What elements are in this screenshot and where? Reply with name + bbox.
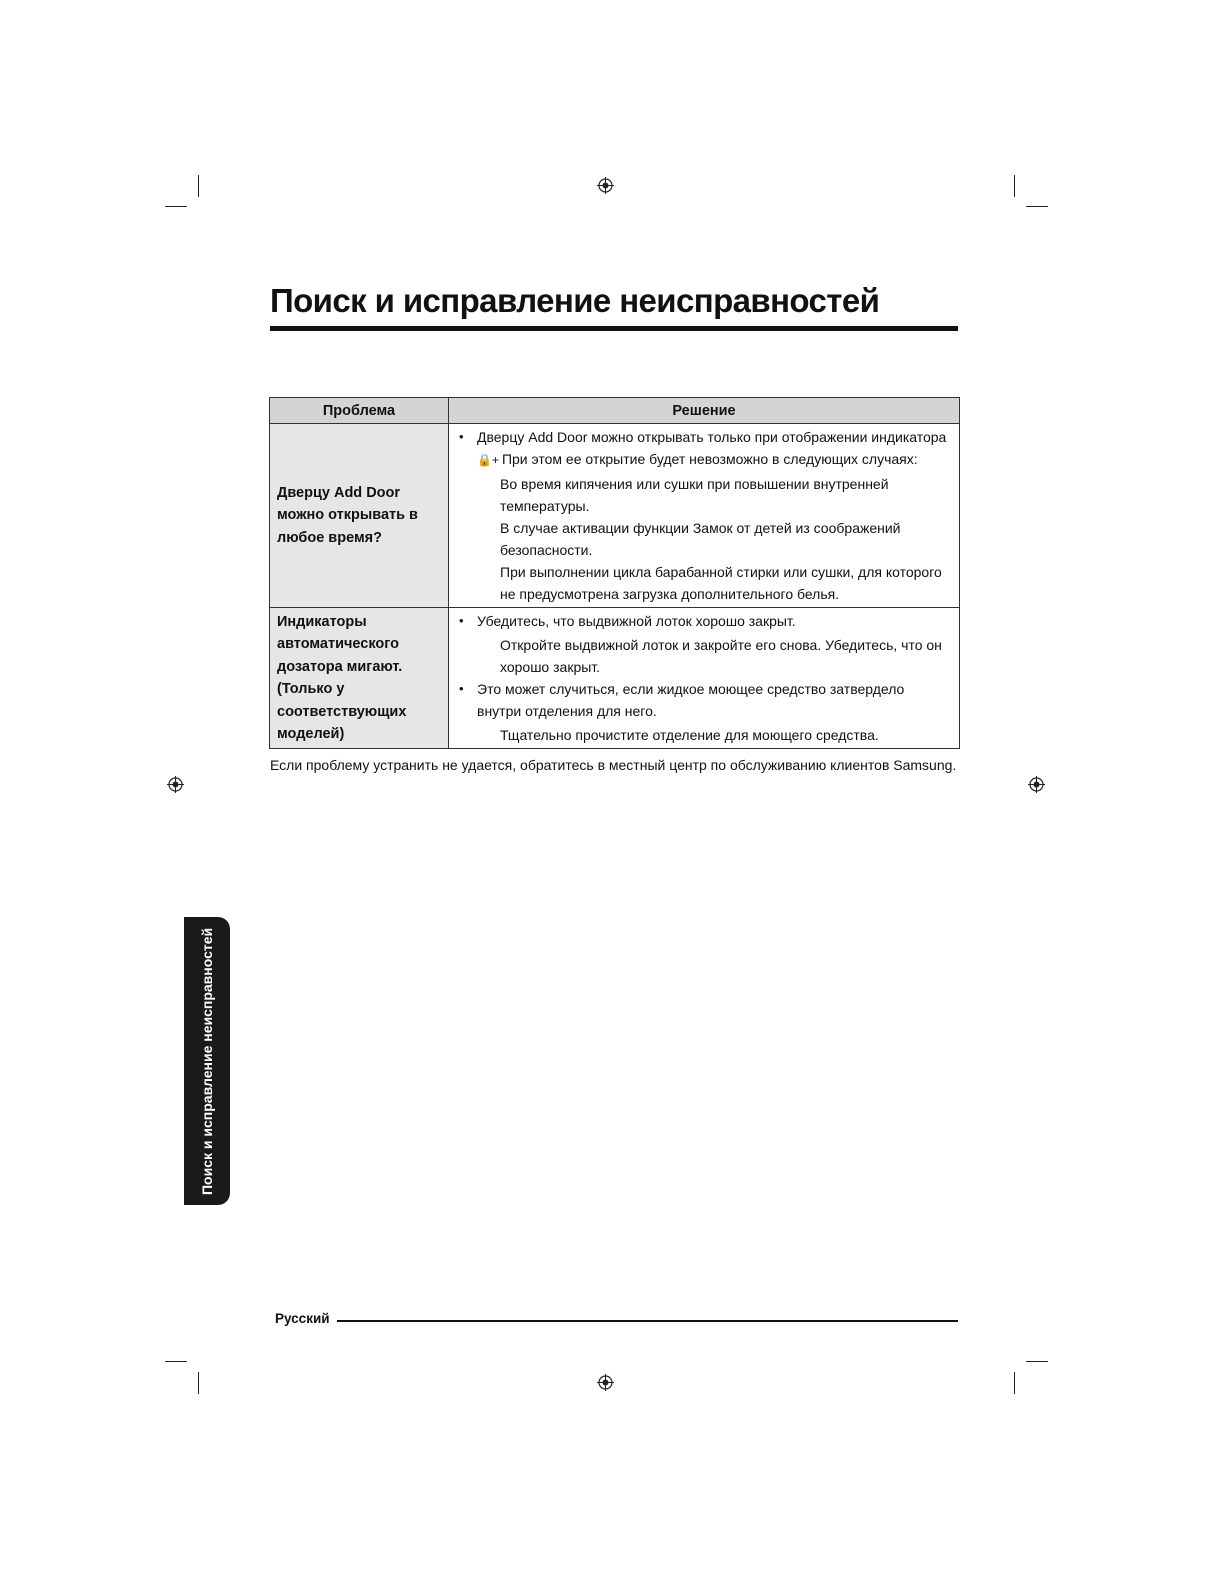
lock-icon: 🔒+ (477, 453, 499, 467)
solution-subitem: При выполнении цикла барабанной стирки или сушки, для которого не предусмотрена загрузка дополнительного белья. (500, 564, 942, 602)
registration-mark-icon (167, 776, 184, 793)
registration-mark-icon (597, 177, 614, 194)
table-header-row (270, 398, 960, 424)
service-note: Если проблему устранить не удается, обратитесь в местный центр по обслуживанию клиентов Samsung. (270, 757, 957, 773)
crop-mark (1026, 1361, 1048, 1362)
solution-subitem: В случае активации функции Замок от детей из соображений безопасности. (500, 520, 901, 558)
crop-mark (165, 1361, 187, 1362)
title-underline (270, 326, 958, 331)
problem-cell: Индикаторы автоматического дозатора мигают. (Только у соответствующих моделей) (270, 608, 449, 749)
problem-cell: Дверцу Add Door можно открывать в любое время? (270, 424, 449, 608)
solution-cell (449, 424, 960, 608)
section-side-tab (184, 917, 230, 1205)
solution-subitem: Тщательно прочистите отделение для моющего средства. (500, 727, 879, 743)
page-title: Поиск и исправление неисправностей (270, 282, 880, 319)
solution-cell (449, 608, 960, 749)
section-side-tab-label: Поиск и исправление неисправностей (199, 927, 215, 1195)
troubleshooting-table (269, 397, 960, 749)
table-row (270, 608, 960, 749)
solution-bullet: • Убедитесь, что выдвижной лоток хорошо закрыт. (457, 610, 951, 632)
solution-bullet: • Это может случиться, если жидкое моющее средство затвердело внутри отделения для него. (457, 678, 951, 722)
column-header-solution: Решение (449, 398, 960, 424)
column-header-problem: Проблема (270, 398, 449, 424)
crop-mark (1026, 206, 1048, 207)
footer-rule (337, 1320, 958, 1322)
crop-mark (1014, 175, 1015, 197)
crop-mark (198, 175, 199, 197)
crop-mark (1014, 1372, 1015, 1394)
footer-language: Русский (275, 1311, 330, 1326)
solution-text: Дверцу Add Door можно открывать только при отображении индикатора (477, 429, 947, 445)
crop-mark (198, 1372, 199, 1394)
table-row (270, 424, 960, 608)
crop-mark (165, 206, 187, 207)
solution-bullet (457, 426, 951, 471)
registration-mark-icon (597, 1374, 614, 1391)
registration-mark-icon (1028, 776, 1045, 793)
solution-text: При этом ее открытие будет невозможно в следующих случаях: (501, 451, 918, 467)
solution-subitem: Откройте выдвижной лоток и закройте его снова. Убедитесь, что он хорошо закрыт. (500, 637, 942, 675)
solution-subitem: Во время кипячения или сушки при повышении внутренней температуры. (500, 476, 889, 514)
